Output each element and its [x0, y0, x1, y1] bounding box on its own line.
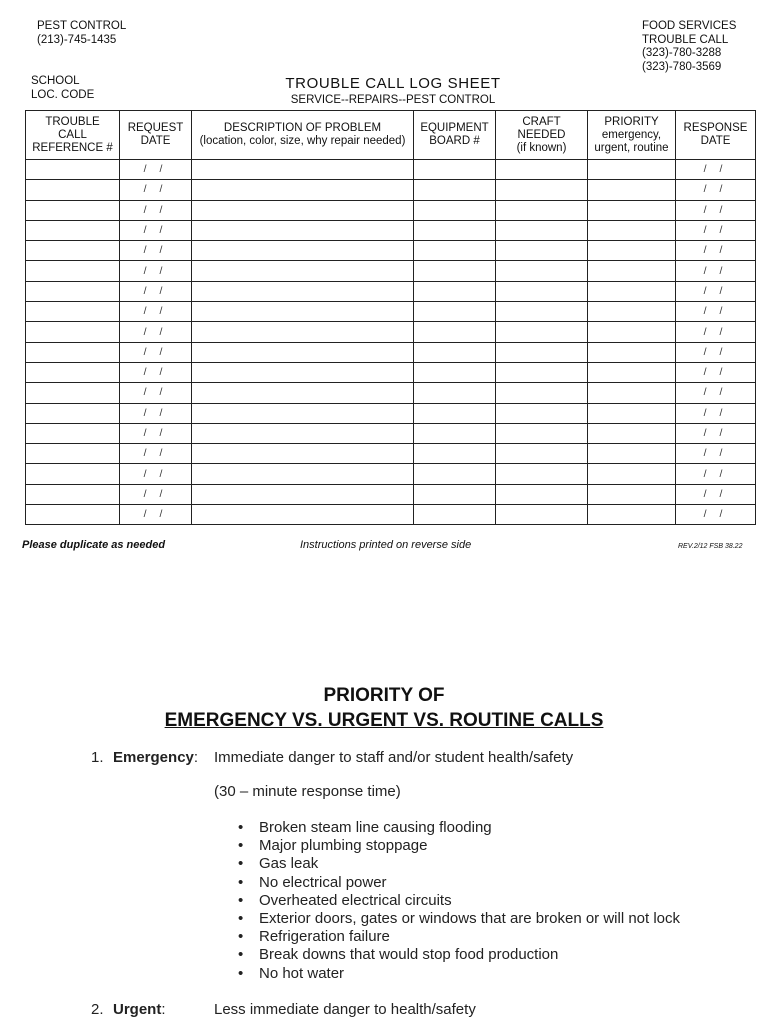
cell-reference[interactable]: [26, 200, 120, 220]
cell-description[interactable]: [192, 505, 414, 525]
cell-request-date[interactable]: [120, 241, 192, 261]
col-response-date: RESPONSE DATE: [676, 111, 756, 160]
cell-description[interactable]: [192, 342, 414, 362]
table-row: [26, 322, 756, 342]
cell-description[interactable]: [192, 200, 414, 220]
cell-craft[interactable]: [496, 423, 588, 443]
cell-equipment[interactable]: [414, 342, 496, 362]
date-placeholder: / /: [143, 406, 168, 419]
date-placeholder: / /: [143, 325, 168, 338]
cell-response-date[interactable]: [676, 302, 756, 322]
cell-craft[interactable]: [496, 200, 588, 220]
cell-description[interactable]: [192, 322, 414, 342]
date-placeholder: / /: [143, 284, 168, 297]
cell-request-date[interactable]: [120, 281, 192, 301]
date-placeholder: / /: [143, 447, 168, 460]
cell-reference[interactable]: [26, 281, 120, 301]
item-number-urgent: 2.: [91, 1001, 104, 1018]
cell-response-date[interactable]: [676, 200, 756, 220]
cell-description[interactable]: [192, 160, 414, 180]
cell-priority[interactable]: [588, 342, 676, 362]
cell-craft[interactable]: [496, 342, 588, 362]
date-placeholder: / /: [143, 244, 168, 257]
cell-priority[interactable]: [588, 444, 676, 464]
cell-equipment[interactable]: [414, 322, 496, 342]
instructions-note: Instructions printed on reverse side: [300, 539, 472, 551]
pest-control-contact: [37, 20, 126, 47]
date-placeholder: / /: [143, 345, 168, 358]
list-item: • No electrical power: [238, 874, 680, 892]
list-item: • Gas leak: [238, 855, 680, 873]
col-priority: PRIORITY emergency, urgent, routine: [588, 111, 676, 160]
cell-craft[interactable]: [496, 505, 588, 525]
cell-reference[interactable]: [26, 403, 120, 423]
date-placeholder: / /: [703, 203, 728, 216]
cell-equipment[interactable]: [414, 423, 496, 443]
cell-request-date[interactable]: [120, 505, 192, 525]
table-row: [26, 342, 756, 362]
date-placeholder: / /: [143, 487, 168, 500]
date-placeholder: / /: [703, 325, 728, 338]
item-term-urgent: Urgent:: [113, 1001, 166, 1018]
food-services-phone-1: (323)-780-3288: [642, 47, 722, 59]
food-services-phone-2: (323)-780-3569: [642, 60, 722, 73]
table-row: [26, 383, 756, 403]
cell-equipment[interactable]: [414, 444, 496, 464]
cell-description[interactable]: [192, 484, 414, 504]
cell-equipment[interactable]: [414, 180, 496, 200]
cell-equipment[interactable]: [414, 383, 496, 403]
loc-code-label: LOC. CODE: [31, 88, 95, 101]
cell-request-date[interactable]: [120, 444, 192, 464]
table-row: [26, 464, 756, 484]
cell-request-date[interactable]: [120, 200, 192, 220]
cell-reference[interactable]: [26, 261, 120, 281]
cell-request-date[interactable]: [120, 261, 192, 281]
table-row: [26, 241, 756, 261]
cell-priority[interactable]: [588, 241, 676, 261]
trouble-call-log-table: [25, 110, 756, 525]
priority-title: PRIORITY OF: [323, 685, 445, 706]
cell-priority[interactable]: [588, 261, 676, 281]
cell-description[interactable]: [192, 444, 414, 464]
list-item: • No hot water: [238, 965, 680, 983]
table-row: [26, 403, 756, 423]
cell-equipment[interactable]: [414, 403, 496, 423]
school-label: SCHOOL: [31, 75, 80, 87]
table-row: [26, 200, 756, 220]
table-header-row: [26, 111, 756, 160]
cell-response-date[interactable]: [676, 383, 756, 403]
duplicate-note: Please duplicate as needed: [22, 539, 166, 551]
table-row: [26, 484, 756, 504]
cell-priority[interactable]: [588, 200, 676, 220]
cell-priority[interactable]: [588, 484, 676, 504]
cell-response-date[interactable]: [676, 241, 756, 261]
date-placeholder: / /: [703, 487, 728, 500]
col-equipment-board: EQUIPMENT BOARD #: [414, 111, 496, 160]
table-body: [26, 160, 756, 525]
list-item: • Refrigeration failure: [238, 928, 680, 946]
col-description-of-problem: DESCRIPTION OF PROBLEM (location, color, size, why repair needed): [192, 111, 414, 160]
cell-reference[interactable]: [26, 322, 120, 342]
date-placeholder: / /: [703, 264, 728, 277]
list-item: • Broken steam line causing flooding: [238, 819, 680, 837]
cell-request-date[interactable]: [120, 342, 192, 362]
table-row: [26, 302, 756, 322]
priority-subtitle: EMERGENCY VS. URGENT VS. ROUTINE CALLS: [164, 710, 604, 731]
cell-request-date[interactable]: [120, 484, 192, 504]
cell-response-date[interactable]: [676, 261, 756, 281]
date-placeholder: / /: [703, 366, 728, 379]
date-placeholder: / /: [703, 284, 728, 297]
cell-craft[interactable]: [496, 261, 588, 281]
cell-craft[interactable]: [496, 362, 588, 382]
food-services-contact: [642, 20, 736, 74]
cell-craft[interactable]: [496, 302, 588, 322]
col-trouble-call-reference: TROUBLE CALL REFERENCE #: [26, 111, 120, 160]
cell-equipment[interactable]: [414, 200, 496, 220]
date-placeholder: / /: [143, 467, 168, 480]
cell-description[interactable]: [192, 261, 414, 281]
cell-equipment[interactable]: [414, 160, 496, 180]
item-description-urgent: Less immediate danger to health/safety: [214, 1001, 476, 1018]
date-placeholder: / /: [703, 183, 728, 196]
cell-description[interactable]: [192, 180, 414, 200]
cell-craft[interactable]: [496, 383, 588, 403]
cell-reference[interactable]: [26, 362, 120, 382]
cell-craft[interactable]: [496, 444, 588, 464]
cell-request-date[interactable]: [120, 302, 192, 322]
cell-priority[interactable]: [588, 322, 676, 342]
cell-priority[interactable]: [588, 160, 676, 180]
date-placeholder: / /: [143, 203, 168, 216]
cell-equipment[interactable]: [414, 505, 496, 525]
cell-response-date[interactable]: [676, 180, 756, 200]
cell-reference[interactable]: [26, 241, 120, 261]
table-row: [26, 505, 756, 525]
cell-craft[interactable]: [496, 464, 588, 484]
list-item: • Major plumbing stoppage: [238, 837, 680, 855]
cell-description[interactable]: [192, 383, 414, 403]
cell-request-date[interactable]: [120, 322, 192, 342]
cell-response-date[interactable]: [676, 484, 756, 504]
cell-response-date[interactable]: [676, 423, 756, 443]
table-row: [26, 444, 756, 464]
cell-equipment[interactable]: [414, 302, 496, 322]
pest-control-phone: (213)-745-1435: [37, 33, 117, 46]
emergency-response-time: (30 – minute response time): [214, 783, 401, 800]
cell-response-date[interactable]: [676, 362, 756, 382]
cell-craft[interactable]: [496, 484, 588, 504]
cell-request-date[interactable]: [120, 180, 192, 200]
cell-response-date[interactable]: [676, 444, 756, 464]
list-item: • Break downs that would stop food production: [238, 946, 680, 964]
cell-priority[interactable]: [588, 505, 676, 525]
cell-description[interactable]: [192, 403, 414, 423]
date-placeholder: / /: [703, 224, 728, 237]
cell-reference[interactable]: [26, 160, 120, 180]
cell-priority[interactable]: [588, 423, 676, 443]
pest-control-label: PEST CONTROL: [37, 20, 127, 32]
cell-equipment[interactable]: [414, 464, 496, 484]
revision-code: REV.2/12 FSB 38.22: [678, 543, 743, 550]
cell-request-date[interactable]: [120, 362, 192, 382]
food-services-label: FOOD SERVICES: [642, 20, 737, 32]
date-placeholder: / /: [703, 305, 728, 318]
col-request-date: REQUEST DATE: [120, 111, 192, 160]
date-placeholder: / /: [703, 244, 728, 257]
cell-reference[interactable]: [26, 464, 120, 484]
cell-request-date[interactable]: [120, 383, 192, 403]
cell-reference[interactable]: [26, 220, 120, 240]
cell-description[interactable]: [192, 302, 414, 322]
cell-response-date[interactable]: [676, 281, 756, 301]
cell-priority[interactable]: [588, 302, 676, 322]
cell-priority[interactable]: [588, 464, 676, 484]
cell-equipment[interactable]: [414, 220, 496, 240]
list-item: • Overheated electrical circuits: [238, 892, 680, 910]
cell-request-date[interactable]: [120, 464, 192, 484]
date-placeholder: / /: [703, 447, 728, 460]
date-placeholder: / /: [703, 406, 728, 419]
cell-craft[interactable]: [496, 160, 588, 180]
cell-description[interactable]: [192, 423, 414, 443]
cell-reference[interactable]: [26, 444, 120, 464]
cell-priority[interactable]: [588, 383, 676, 403]
cell-response-date[interactable]: [676, 403, 756, 423]
page-title: TROUBLE CALL LOG SHEET: [285, 75, 501, 92]
cell-equipment[interactable]: [414, 281, 496, 301]
cell-priority[interactable]: [588, 180, 676, 200]
cell-response-date[interactable]: [676, 322, 756, 342]
cell-response-date[interactable]: [676, 220, 756, 240]
cell-craft[interactable]: [496, 322, 588, 342]
cell-priority[interactable]: [588, 403, 676, 423]
cell-equipment[interactable]: [414, 261, 496, 281]
cell-reference[interactable]: [26, 484, 120, 504]
col-craft-needed: CRAFT NEEDED (if known): [496, 111, 588, 160]
table-row: [26, 281, 756, 301]
cell-craft[interactable]: [496, 180, 588, 200]
cell-description[interactable]: [192, 464, 414, 484]
table-row: [26, 362, 756, 382]
date-placeholder: / /: [143, 508, 168, 521]
table-row: [26, 423, 756, 443]
emergency-examples-list: [238, 819, 680, 983]
date-placeholder: / /: [143, 366, 168, 379]
item-term-emergency: Emergency:: [113, 749, 199, 766]
cell-craft[interactable]: [496, 403, 588, 423]
cell-equipment[interactable]: [414, 362, 496, 382]
table-row: [26, 220, 756, 240]
cell-response-date[interactable]: [676, 505, 756, 525]
date-placeholder: / /: [143, 427, 168, 439]
date-placeholder: / /: [703, 345, 728, 358]
cell-priority[interactable]: [588, 362, 676, 382]
table-row: [26, 180, 756, 200]
date-placeholder: / /: [143, 264, 168, 277]
cell-reference[interactable]: [26, 383, 120, 403]
cell-priority[interactable]: [588, 281, 676, 301]
cell-description[interactable]: [192, 362, 414, 382]
cell-request-date[interactable]: [120, 403, 192, 423]
cell-priority[interactable]: [588, 220, 676, 240]
date-placeholder: / /: [703, 508, 728, 521]
cell-reference[interactable]: [26, 302, 120, 322]
page-subtitle: SERVICE--REPAIRS--PEST CONTROL: [290, 94, 496, 106]
table-row: [26, 160, 756, 180]
date-placeholder: / /: [143, 386, 168, 399]
trouble-call-label: TROUBLE CALL: [642, 33, 729, 46]
cell-craft[interactable]: [496, 220, 588, 240]
cell-request-date[interactable]: [120, 160, 192, 180]
cell-request-date[interactable]: [120, 423, 192, 443]
cell-response-date[interactable]: [676, 160, 756, 180]
cell-reference[interactable]: [26, 505, 120, 525]
cell-description[interactable]: [192, 220, 414, 240]
date-placeholder: / /: [143, 183, 168, 196]
date-placeholder: / /: [703, 427, 728, 439]
cell-request-date[interactable]: [120, 220, 192, 240]
cell-reference[interactable]: [26, 423, 120, 443]
cell-description[interactable]: [192, 281, 414, 301]
date-placeholder: / /: [143, 305, 168, 318]
table-row: [26, 261, 756, 281]
cell-reference[interactable]: [26, 180, 120, 200]
cell-reference[interactable]: [26, 342, 120, 362]
cell-craft[interactable]: [496, 281, 588, 301]
cell-equipment[interactable]: [414, 484, 496, 504]
date-placeholder: / /: [703, 163, 728, 176]
cell-response-date[interactable]: [676, 464, 756, 484]
date-placeholder: / /: [143, 163, 168, 176]
item-number-emergency: 1.: [91, 749, 104, 766]
cell-description[interactable]: [192, 241, 414, 261]
date-placeholder: / /: [143, 224, 168, 237]
cell-response-date[interactable]: [676, 342, 756, 362]
item-description-emergency: Immediate danger to staff and/or student health/safety: [214, 749, 574, 766]
date-placeholder: / /: [703, 386, 728, 399]
date-placeholder: / /: [703, 467, 728, 480]
list-item: • Exterior doors, gates or windows that are broken or will not lock: [238, 910, 680, 928]
cell-equipment[interactable]: [414, 241, 496, 261]
cell-craft[interactable]: [496, 241, 588, 261]
